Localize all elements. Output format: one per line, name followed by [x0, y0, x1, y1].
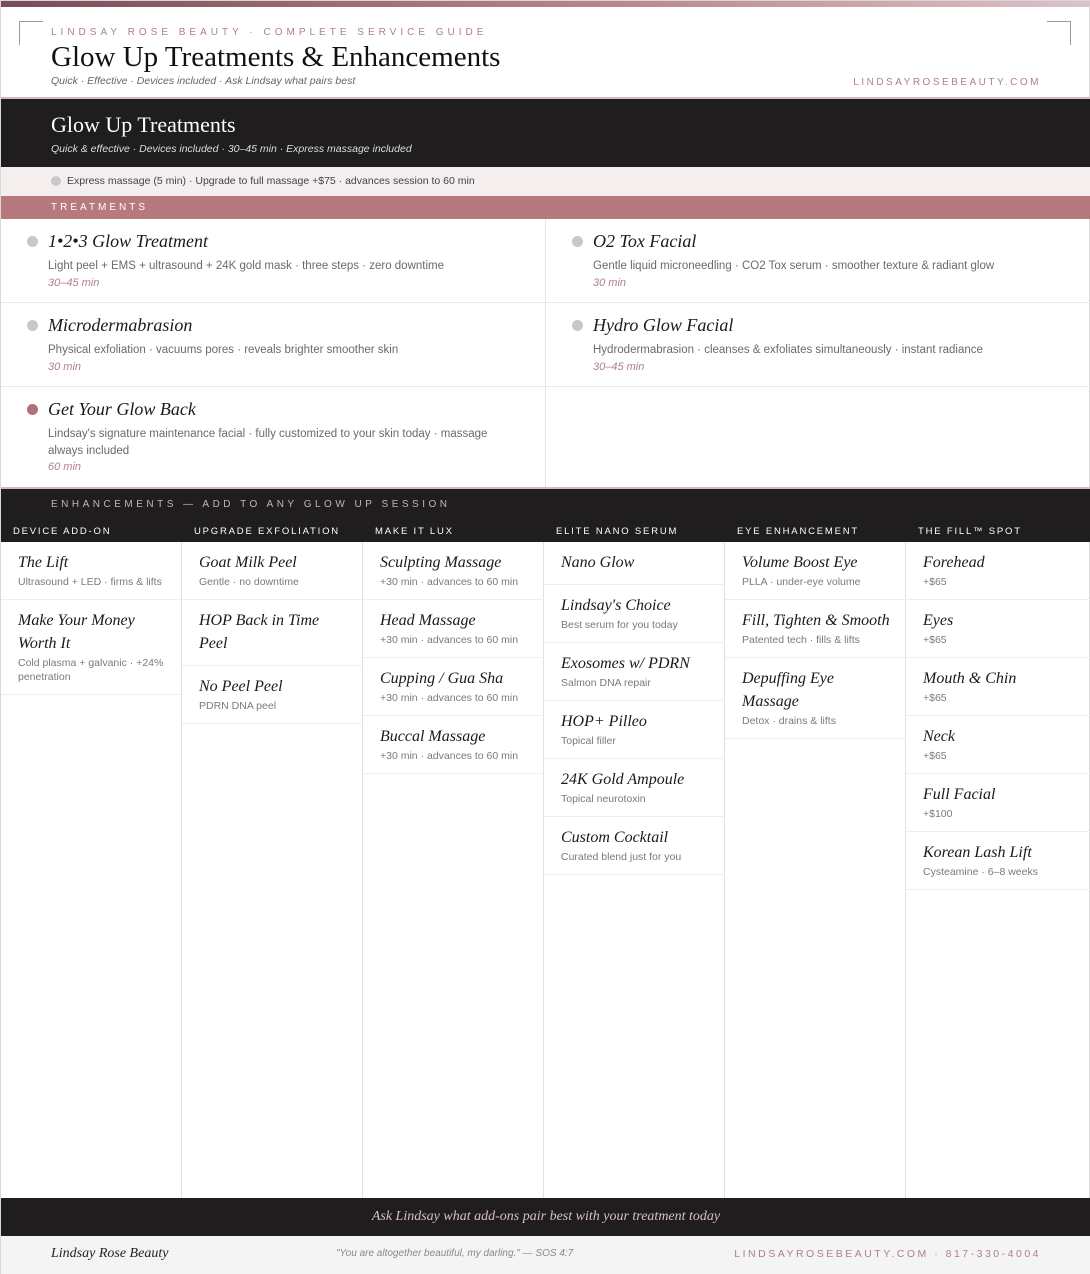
section-title-band — [1, 99, 1090, 167]
bullet-dot-icon — [27, 320, 38, 331]
treatment-name: 1•2•3 Glow Treatment — [48, 231, 208, 251]
treatment-duration: 30 min — [593, 277, 627, 289]
column-header-label: DEVICE ADD-ON — [13, 526, 112, 537]
treatments-strip-label: TREATMENTS — [51, 202, 149, 213]
column-items — [363, 542, 544, 774]
cta-banner — [1, 1198, 1090, 1236]
treatment-description: Hydrodermabrasion · cleanses & exfoliates simultaneously · instant radiance — [593, 344, 983, 356]
enhancements-title: ENHANCEMENTS — ADD TO ANY GLOW UP SESSION — [51, 499, 451, 510]
treatment-name: Hydro Glow Facial — [593, 315, 734, 335]
enhancement-item[interactable] — [725, 542, 906, 600]
column-header-label: EYE ENHANCEMENT — [737, 526, 860, 537]
enhancement-item[interactable] — [182, 666, 363, 724]
enhancement-name: HOP Back in Time Peel — [199, 612, 320, 652]
column-items — [182, 542, 363, 724]
enhancement-description: PLLA · under-eye volume — [742, 576, 861, 588]
enhancement-price: +$65 — [923, 634, 947, 646]
column-items — [906, 542, 1090, 890]
enhancement-item[interactable] — [1, 542, 182, 600]
enhancement-item[interactable] — [544, 759, 725, 817]
enhancement-item[interactable] — [906, 832, 1090, 890]
treatment-duration: 30–45 min — [593, 361, 645, 373]
bullet-dot-icon — [572, 320, 583, 331]
treatment-description: Lindsay's signature maintenance facial · fully customized to your skin today · massage always included — [48, 428, 488, 457]
cta-text: Ask Lindsay what add-ons pair best with your treatment today — [371, 1209, 721, 1224]
note-bullet-icon — [51, 176, 61, 186]
enhancement-item[interactable] — [544, 701, 725, 759]
enhancement-description: +30 min · advances to 60 min — [380, 576, 519, 588]
enhancements-section — [1, 487, 1090, 1198]
enhancement-name: Korean Lash Lift — [923, 844, 1032, 861]
enhancement-name: Volume Boost Eye — [742, 554, 858, 571]
enhancement-description: Patented tech · fills & lifts — [742, 634, 860, 646]
enhancement-name: Full Facial — [923, 786, 996, 803]
enhancement-price: +$65 — [923, 576, 947, 588]
enhancement-item[interactable] — [363, 658, 544, 716]
column-header — [182, 519, 363, 542]
treatment-card[interactable] — [546, 219, 1090, 303]
enhancement-description: Best serum for you today — [561, 619, 678, 631]
treatment-name: Get Your Glow Back — [48, 399, 196, 419]
enhancement-item[interactable] — [363, 600, 544, 658]
treatment-duration: 30 min — [48, 361, 82, 373]
enhancement-item[interactable] — [363, 542, 544, 600]
column-header — [906, 519, 1090, 542]
treatment-name: O2 Tox Facial — [593, 231, 697, 251]
enhancement-description: Curated blend just for you — [561, 851, 682, 863]
treatments-strip — [1, 196, 1090, 219]
treatment-description: Gentle liquid microneedling · CO2 Tox serum · smoother texture & radiant glow — [593, 260, 995, 272]
enhancement-description: Cold plasma + galvanic · +24% penetration — [18, 657, 164, 683]
enhancement-name: Depuffing Eye Massage — [742, 670, 834, 710]
column-header-label: ELITE NANO SERUM — [556, 526, 679, 537]
enhancement-name: Neck — [923, 728, 955, 745]
enhancement-item[interactable] — [544, 585, 725, 643]
enhancement-item[interactable] — [906, 542, 1090, 600]
enhancement-column-device-add-on — [1, 519, 182, 1200]
enhancement-description: +30 min · advances to 60 min — [380, 750, 519, 762]
enhancement-name: Eyes — [923, 612, 954, 629]
column-items — [544, 542, 725, 875]
enhancement-item[interactable] — [544, 643, 725, 701]
enhancement-description: Cysteamine · 6–8 weeks — [923, 866, 1038, 878]
treatment-card-signature[interactable] — [1, 387, 545, 487]
enhancement-name: Custom Cocktail — [561, 829, 669, 846]
enhancement-name: Make Your Money Worth It — [18, 612, 135, 652]
enhancement-price: +$65 — [923, 750, 947, 762]
header-website-link[interactable]: LINDSAYROSEBEAUTY.COM — [853, 77, 1041, 88]
enhancement-item[interactable] — [725, 600, 906, 658]
enhancement-price: +$65 — [923, 692, 947, 704]
enhancement-item[interactable] — [544, 542, 725, 585]
massage-note-text: Express massage (5 min) · Upgrade to full massage +$75 · advances session to 60 min — [67, 175, 475, 187]
enhancement-description: Gentle · no downtime — [199, 576, 299, 588]
enhancement-name: No Peel Peel — [199, 678, 283, 695]
treatment-card[interactable] — [1, 303, 545, 387]
enhancement-description: Topical filler — [561, 735, 616, 747]
enhancement-name: Buccal Massage — [380, 728, 486, 745]
enhancement-description: +30 min · advances to 60 min — [380, 692, 519, 704]
column-header — [544, 519, 725, 542]
enhancement-description: +30 min · advances to 60 min — [380, 634, 519, 646]
section-title: Glow Up Treatments — [51, 112, 236, 137]
enhancement-name: Forehead — [923, 554, 985, 571]
enhancement-item[interactable] — [182, 600, 363, 666]
enhancement-name: Goat Milk Peel — [199, 554, 297, 571]
column-header-label: THE FILL™ SPOT — [918, 526, 1022, 537]
enhancement-description: Topical neurotoxin — [561, 793, 646, 805]
enhancement-item[interactable] — [906, 774, 1090, 832]
footer-quote: "You are altogether beautiful, my darling." — SOS 4:7 — [336, 1248, 574, 1259]
header-eyebrow: LINDSAY ROSE BEAUTY · COMPLETE SERVICE GUIDE — [51, 27, 488, 38]
treatment-name: Microdermabrasion — [48, 315, 193, 335]
enhancement-name: 24K Gold Ampoule — [561, 771, 685, 788]
treatment-duration: 60 min — [48, 461, 82, 473]
enhancement-item[interactable] — [1, 600, 182, 695]
column-items — [1, 542, 182, 695]
enhancement-description: Ultrasound + LED · firms & lifts — [18, 576, 162, 588]
column-header — [725, 519, 906, 542]
page-subtitle: Quick · Effective · Devices included · Ask Lindsay what pairs best — [51, 75, 356, 87]
treatment-card[interactable] — [1, 219, 545, 303]
treatments-grid — [1, 219, 1090, 487]
enhancement-column-make-it-lux — [363, 519, 544, 1200]
bullet-dot-icon — [572, 236, 583, 247]
enhancement-item[interactable] — [544, 817, 725, 875]
treatment-description: Physical exfoliation · vacuums pores · reveals brighter smoother skin — [48, 344, 399, 356]
enhancement-name: Lindsay's Choice — [561, 597, 671, 614]
enhancement-description: PDRN DNA peel — [199, 700, 277, 712]
enhancement-name: Fill, Tighten & Smooth — [742, 612, 890, 629]
page-title: Glow Up Treatments & Enhancements — [51, 41, 501, 73]
enhancement-item[interactable] — [906, 600, 1090, 658]
massage-note — [1, 167, 1090, 196]
enhancement-description: Detox · drains & lifts — [742, 715, 836, 727]
enhancement-name: Sculpting Massage — [380, 554, 502, 571]
enhancement-name: Head Massage — [380, 612, 476, 629]
bullet-dot-accent-icon — [27, 404, 38, 415]
page-footer — [1, 1236, 1090, 1274]
enhancement-item[interactable] — [906, 658, 1090, 716]
enhancement-name: Cupping / Gua Sha — [380, 670, 504, 687]
enhancement-item[interactable] — [725, 658, 906, 739]
enhancement-column-upgrade-exfoliation — [182, 519, 363, 1200]
column-header — [1, 519, 182, 542]
enhancement-name: Nano Glow — [561, 554, 635, 571]
enhancement-item[interactable] — [363, 716, 544, 774]
enhancement-column-elite-nano-serum — [544, 519, 725, 1200]
enhancement-name: HOP+ Pilleo — [561, 713, 647, 730]
bullet-dot-icon — [27, 236, 38, 247]
section-subtitle: Quick & effective · Devices included · 30–45 min · Express massage included — [51, 143, 412, 155]
page-header — [1, 7, 1090, 99]
enhancement-description: Salmon DNA repair — [561, 677, 651, 689]
enhancement-column-eye-enhancement — [725, 519, 906, 1200]
treatment-description: Light peel + EMS + ultrasound + 24K gold mask · three steps · zero downtime — [48, 260, 445, 272]
column-header-label: UPGRADE EXFOLIATION — [194, 526, 340, 537]
enhancement-name: The Lift — [18, 554, 69, 571]
treatment-card[interactable] — [546, 303, 1090, 387]
column-header — [363, 519, 544, 542]
enhancement-name: Mouth & Chin — [923, 670, 1017, 687]
enhancement-name: Exosomes w/ PDRN — [561, 655, 690, 672]
footer-contact[interactable]: LINDSAYROSEBEAUTY.COM · 817-330-4004 — [734, 1248, 1041, 1260]
footer-brand: Lindsay Rose Beauty — [51, 1246, 169, 1261]
column-items — [725, 542, 906, 739]
column-header-label: MAKE IT LUX — [375, 526, 454, 537]
enhancement-price: +$100 — [923, 808, 953, 820]
enhancement-column-the-fill-spot — [906, 519, 1090, 1200]
enhancement-item[interactable] — [182, 542, 363, 600]
treatment-duration: 30–45 min — [48, 277, 100, 289]
enhancement-item[interactable] — [906, 716, 1090, 774]
